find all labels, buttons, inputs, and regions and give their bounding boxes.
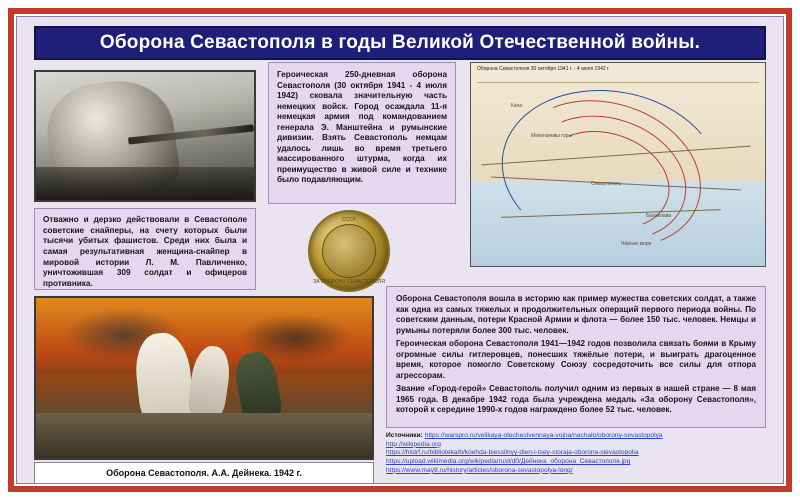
photo-foreground [36, 167, 254, 200]
medal-ring-bottom: ЗА ОБОРОНУ СЕВАСТОПОЛЯ [313, 279, 385, 285]
medal-image [296, 208, 416, 290]
map-label-1: Чёрное море [621, 241, 652, 247]
summary-paragraph-1: Оборона Севастополя вошла в историю как пример мужества советских солдат, а также как одна из самых тяжелых и продолжительных операций первого периода войны. По советским данным, потери Красной Армии и флота — более 150 тыс. человек. Немцы и румыны потеряли более 300 тыс. человек. [396, 294, 756, 335]
sources-block [386, 432, 766, 480]
map-label-4: Кача [511, 103, 522, 109]
slide-title-bar [34, 26, 766, 60]
source-link-3[interactable]: https://histrf.ru/biblioteka/b/koehda-biessilnyy-dien-i-tsey-storaja-oborona-sievastopolia [386, 449, 639, 457]
sources-label: Источники: [386, 432, 423, 439]
map-sevastopol-defense [470, 62, 766, 267]
text-block-summary [386, 286, 766, 428]
medal-ring-top: СССР [341, 217, 357, 223]
painting-caption: Оборона Севастополя. А.А. Дейнека. 1942 г. [34, 462, 374, 484]
text-block-snipers: Отважно и дерзко действовали в Севастополе советские снайперы, на счету которых были тысячи убитых фашистов. Среди них была и самая результативная женщина-снайпер в мировой истории Л. М. Павличенко, уничтожившая 309 солдат и офицеров противника. [34, 208, 256, 290]
source-link-4[interactable]: https://upload.wikimedia.org/wikipedia/ru/d/d0/Дейнека_оборона_Севастополя.jpg [386, 458, 631, 466]
summary-paragraph-3: Звание «Город-герой» Севастополь получил одним из первых в нашей стране — 8 мая 1965 года. В декабре 1942 года была учреждена медаль «За оборону Севастополя», которой к середине 1990-х годов награждено более 52 тыс. человек. [396, 384, 756, 415]
summary-paragraph-2: Героическая оборона Севастополя 1941—1942 годов позволила связать боями в Крыму огромные силы гитлеровцев, понесших тяжёлые потери, и выиграть драгоценное время, которое помогло Советскому Союзу сосредоточить все силы для отпора агрессорам. [396, 339, 756, 380]
source-link-5[interactable]: https://www.may9.ru/history/articles/oborona-sevastopolya-long/ [386, 466, 573, 474]
medal-inner-relief [322, 224, 376, 278]
medal-disc [308, 210, 390, 292]
map-label-2: Балаклава [646, 213, 672, 219]
map-label-3: Мекензиевы горы [531, 133, 573, 139]
sniper-photo [34, 70, 256, 202]
text-block-defense: Героическая 250-дневная оборона Севастополя (30 октября 1941 - 4 июля 1942) сковала значительную часть немецких войск. Город осаждала 11-я немецкая армия под командованием генерала Э. Манштейна и румынские дивизии. Взять Севастополь немцам удалось лишь во время третьего массированного штурма, когда их преимущество в живой силе и технике было подавляющим. [268, 62, 456, 204]
page-title: Оборона Севастополя в годы Великой Отечественной войны. [99, 32, 701, 53]
map-header-text: Оборона Севастополя 30 октября 1941 г. - 4 июля 1942 г. [477, 66, 759, 83]
painting-deyneka [34, 296, 374, 460]
source-link-2[interactable]: http://wikipedia.org [386, 440, 441, 448]
source-link-1[interactable]: https://warspro.ru/velikaya-otechestvennaya-vojna/nachalo/oborony-sevastopolya [424, 432, 663, 439]
map-label-0: Севастополь [591, 181, 622, 187]
painting-ground [36, 413, 372, 458]
